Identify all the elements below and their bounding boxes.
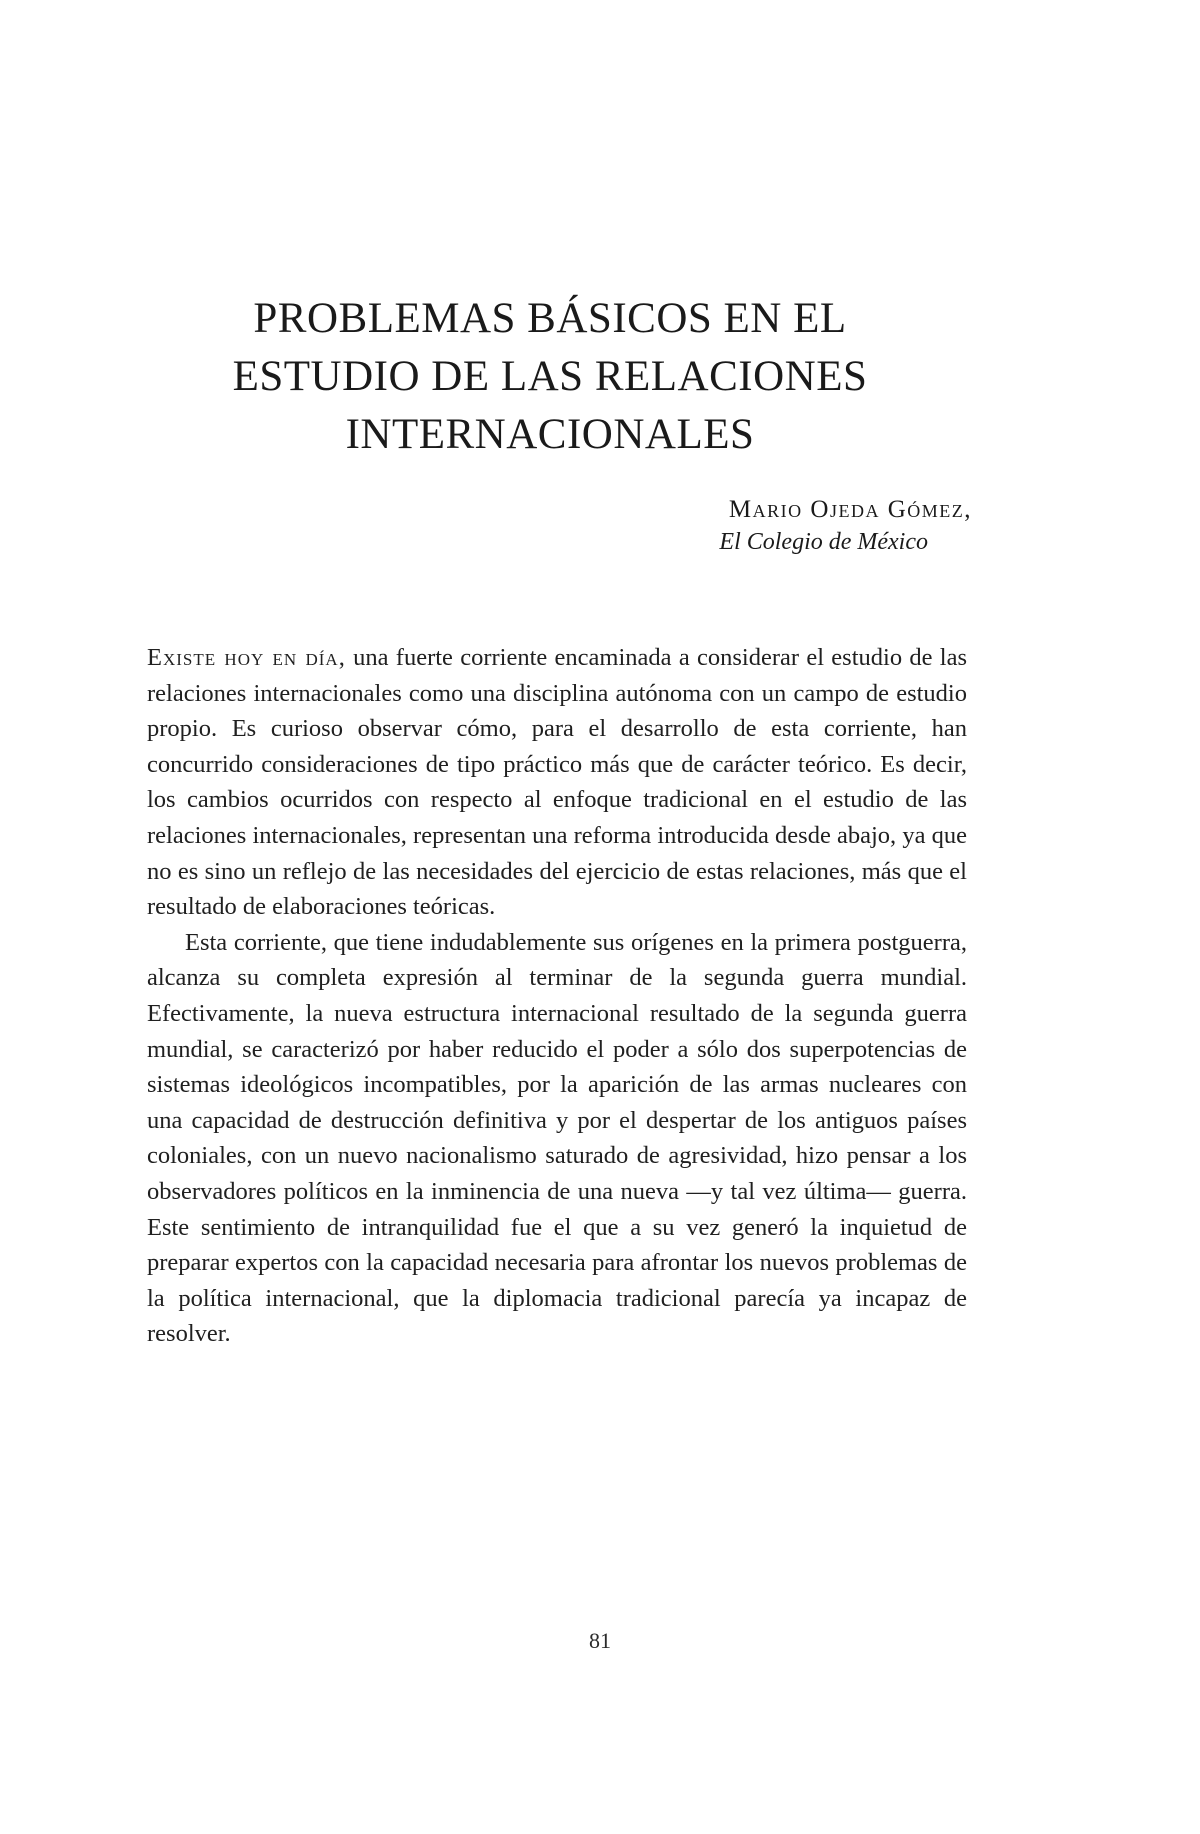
paragraph-2: Esta corriente, que tiene indudablemente sus orígenes en la primera postguerra, alcanza su completa expresión al terminar de la segunda guerra mundial. Efectivamente, la nueva estructura internacional resultado de la segunda guerra mundial, se caracterizó por haber reducido el poder a sólo dos superpotencias de sistemas ideológicos incompatibles, por la aparición de las armas nucleares con una capacidad de destrucción definitiva y por el despertar de los antiguos países coloniales, con un nuevo nacionalismo saturado de agresividad, hizo pensar a los observadores políticos en la inminencia de una nueva —y tal vez última— guerra. Este sentimiento de intranquilidad fue el que a su vez generó la inquietud de preparar expertos con la capacidad necesaria para afrontar los nuevos problemas de la política internacional, que la diplomacia tradicional parecía ya incapaz de resolver. <box>147 928 967 1348</box>
title-line-2: ESTUDIO DE LAS RELACIONES <box>232 353 868 400</box>
title-line-1: PROBLEMAS BÁSICOS EN EL <box>253 295 847 342</box>
author-affiliation: El Colegio de México <box>719 529 928 555</box>
page-number: 81 <box>589 1628 611 1653</box>
paragraph-1 <box>147 640 967 925</box>
author-name: Mario Ojeda Gómez, <box>728 496 972 523</box>
paragraph-1-lead: Existe hoy en día, <box>147 644 346 671</box>
title-line-3: INTERNACIONALES <box>345 411 755 458</box>
article-body <box>147 640 967 1352</box>
paragraph-1-text: una fuerte corriente encaminada a considerar el estudio de las relaciones internacionales como una disciplina autónoma con un campo de estudio propio. Es curioso observar cómo, para el desarrollo de esta corriente, han concurrido consideraciones de tipo práctico más que de carácter teórico. Es decir, los cambios ocurridos con respecto al enfoque tradicional en el estudio de las relaciones internacionales, representan una reforma introducida desde abajo, ya que no es sino un reflejo de las necesidades del ejercicio de estas relaciones, más que el resultado de elaboraciones teóricas. <box>147 644 967 921</box>
article-title <box>150 290 950 464</box>
